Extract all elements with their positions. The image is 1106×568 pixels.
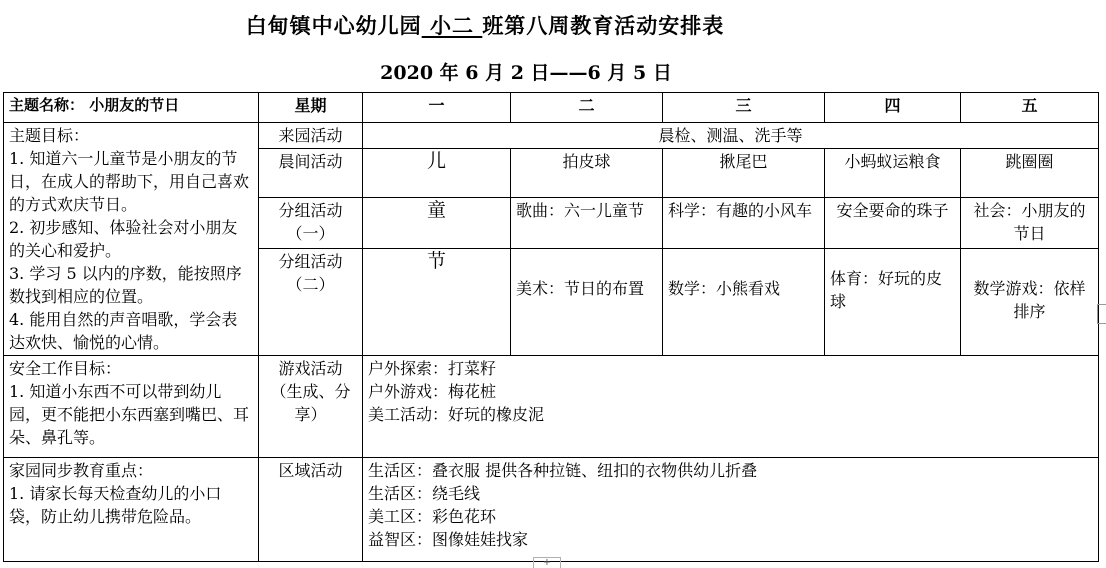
topic-name: 主题名称： 小朋友的节日 — [4, 93, 259, 123]
theme-goal-3: 3. 学习 5 以内的序数，能按照序数找到相应的位置。 — [9, 264, 242, 306]
home-goals — [4, 458, 259, 562]
safety-goals — [4, 356, 259, 458]
group1-fri: 社会：小朋友的节日 — [961, 197, 1099, 248]
morning-label: 晨间活动 — [259, 149, 363, 198]
game-item-2: 户外游戏：梅花桩 — [368, 382, 497, 401]
morning-fri: 跳圈圈 — [961, 149, 1099, 198]
morning-thu: 小蚂蚁运粮食 — [825, 149, 961, 198]
class-name-text: 小二 — [430, 13, 474, 38]
morning-tue: 拍皮球 — [511, 149, 663, 198]
group1-thu: 安全要命的珠子 — [825, 197, 961, 248]
morning-mon: 儿 — [363, 149, 511, 198]
arrival-content: 晨检、测温、洗手等 — [363, 123, 1099, 149]
game-item-1: 户外探索：打菜籽 — [368, 359, 497, 378]
game-item-3: 美工活动：好玩的橡皮泥 — [368, 405, 545, 424]
game-content — [363, 356, 1099, 458]
schedule-table — [3, 92, 1099, 562]
group1-wed: 科学：有趣的小风车 — [663, 197, 825, 248]
theme-goals — [4, 123, 259, 356]
day-tue: 二 — [511, 93, 663, 123]
safety-goals-heading: 安全工作目标： — [9, 359, 122, 378]
area-item-2: 生活区：绕毛线 — [368, 484, 481, 503]
class-name — [422, 13, 483, 38]
header-row — [4, 93, 1099, 123]
day-mon: 一 — [363, 93, 511, 123]
theme-goal-2: 2. 初步感知、体验社会对小朋友的关心和爱护。 — [9, 218, 238, 260]
theme-goal-4: 4. 能用自然的声音唱歌，学会表达欢快、愉悦的心情。 — [9, 310, 238, 352]
page-edge-marker — [1097, 304, 1106, 324]
arrival-label: 来园活动 — [259, 123, 363, 149]
game-row — [4, 356, 1099, 458]
arrival-row — [4, 123, 1099, 149]
safety-goal-1: 1. 知道小东西不可以带到幼儿园，更不能把小东西塞到嘴巴、耳朵、鼻孔等。 — [9, 382, 250, 447]
group1-mon: 童 — [363, 197, 511, 248]
group1-label: 分组活动（一） — [259, 197, 363, 248]
school-name: 白甸镇中心幼儿园 — [245, 13, 422, 38]
area-item-1: 生活区：叠衣服 提供各种拉链、纽扣的衣物供幼儿折叠 — [368, 461, 758, 480]
area-item-3: 美工区：彩色花环 — [368, 507, 497, 526]
group2-label: 分组活动（二） — [259, 248, 363, 355]
area-item-4: 益智区：图像娃娃找家 — [368, 530, 529, 549]
group2-fri: 数学游戏：依样排序 — [961, 248, 1099, 355]
area-row — [4, 458, 1099, 562]
home-goals-heading: 家园同步教育重点： — [9, 461, 154, 480]
group1-tue: 歌曲：六一儿童节 — [511, 197, 663, 248]
group2-tue: 美术：节日的布置 — [511, 248, 663, 355]
morning-wed: 揪尾巴 — [663, 149, 825, 198]
weekday-header: 星期 — [259, 93, 363, 123]
game-label: 游戏活动（生成、分享） — [259, 356, 363, 458]
group2-mon: 节 — [363, 248, 511, 355]
area-label: 区域活动 — [259, 458, 363, 562]
home-goal-1: 1. 请家长每天检查幼儿的小口袋，防止幼儿携带危险品。 — [9, 484, 222, 526]
area-content — [363, 458, 1099, 562]
day-wed: 三 — [663, 93, 825, 123]
theme-goals-heading: 主题目标： — [9, 126, 90, 145]
day-fri: 五 — [961, 93, 1099, 123]
group2-wed: 数学：小熊看戏 — [663, 248, 825, 355]
expand-button[interactable]: + — [533, 557, 561, 568]
title-suffix: 班第八周教育活动安排表 — [482, 13, 725, 38]
group2-thu: 体育：好玩的皮球 — [825, 248, 961, 355]
day-thu: 四 — [825, 93, 961, 123]
document-title — [0, 10, 970, 40]
theme-goal-1: 1. 知道六一儿童节是小朋友的节日，在成人的帮助下，用自己喜欢的方式欢庆节日。 — [9, 149, 250, 214]
date-range: 2020 年 6 月 2 日——6 月 5 日 — [380, 62, 672, 84]
